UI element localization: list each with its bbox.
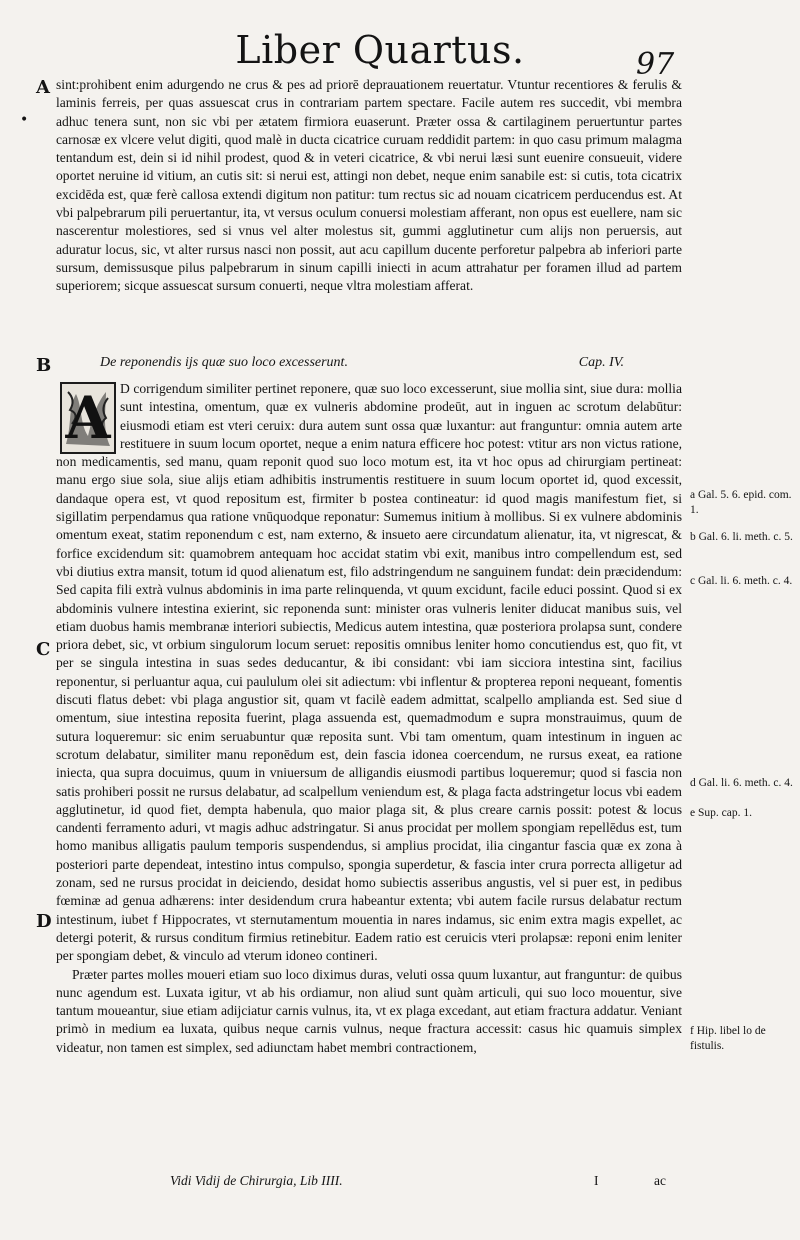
- page-footer: [170, 1172, 770, 1190]
- decorated-initial: [60, 382, 116, 454]
- margin-letter-a: A: [36, 77, 50, 98]
- margin-bullet: •: [20, 112, 29, 128]
- side-note-c: c Gal. li. 6. meth. c. 4.: [690, 575, 793, 587]
- page-number: 97: [636, 47, 675, 82]
- side-note-b: b Gal. 6. li. meth. c. 5.: [690, 531, 793, 543]
- margin-letter-b: B: [36, 355, 52, 376]
- chapter-number: Cap. IV.: [578, 355, 624, 370]
- margin-letter-d: D: [36, 911, 52, 932]
- chapter-title: De reponendis ijs quæ suo loco excesserunt.: [100, 355, 348, 370]
- chapter-heading: [100, 353, 660, 373]
- chapter-body: [56, 380, 682, 1057]
- top-paragraph: [56, 76, 682, 296]
- top-paragraph-text: sint:prohibent enim adurgendo ne crus & pes ad priorē deprauationem reuertatur. Vtuntur recentiores & ferulis & laminis ferreis, per quas assuescat crus in contrariam partem spectare. Facile autem res succedit, vbi membra adhuc tenera sunt, non sic vbi per ætatem firmiora euaserunt. Præter ossa & cartilaginem peruertuntur partes carnosæ ex vlcere velut digiti, quod malè in ducta cicatrice curuam reddidit partem: in quo casu primum malagma tentandum est, dein si id nihil prodest, quod & in veteri cicatrice, & vbi nerui læsi sunt euenire consueuit, videre oportet neruine id vitium, an cutis sit: si nerui est, attingi non debet, neque enim sanabile est: si cutis, tota cicatrix excidēda est, quæ ferè callosa extendi digitum non patitur: tum rectus sic ad nouam cicatricem perducendus est. At vbi palpebrarum pili peruertantur, ita, vt versus oculum conuersi molestiam afferant, non opus est euellere, nam sic nascerentur molestiores, sed si vnus vel alter molestus sit, gummi agglutinetur cum alijs non peruersis, aut aduratur locus, sic, vt alter rursus nasci non possit, aut acu capillum ducente perforetur palpebra ab inferiori parte sursum, demissusque pilus palpebrarum in sinum capilli iniecti in acum attrahatur per foramen illud ad partem superiorem; sicque assuescat sursum conuerti, neque vltra molestiam afferat.: [56, 77, 682, 294]
- side-note-a: a Gal. 5. 6. epid. com. 1.: [690, 489, 792, 516]
- side-note-d: d Gal. li. 6. meth. c. 4.: [690, 777, 793, 789]
- side-note-f: f Hip. libel lo de fistulis.: [690, 1025, 766, 1052]
- dropcap-letter: A: [65, 384, 111, 452]
- chapter-paragraph-2: Præter partes molles moueri etiam suo loco diximus duras, veluti ossa quum luxantur, aut franguntur: de quibus nunc agendum est. Luxata igitur, vt ab his ordiamur, non aliud sunt quàm articuli, qui suo loco mouentur, sive tantum moueantur, siue etiam adijciatur carnis vulnus, ita, vt ex plaga excedant, aut etiam fractura addatur. Veniant primò in medium ea luxata, quibus neque carnis vulnus, neque fractura accessit: casus hic quamuis simplex videatur, non tamen est simplex, sed adiunctam habet membri contractionem,: [56, 966, 682, 1055]
- margin-letter-c: C: [36, 639, 51, 660]
- catchword: ac: [654, 1173, 666, 1188]
- signature-mark: I: [594, 1173, 599, 1188]
- running-title: Vidi Vidij de Chirurgia, Lib IIII.: [170, 1173, 343, 1188]
- page-header-title: Liber Quartus.: [235, 28, 525, 72]
- side-note-e: e Sup. cap. 1.: [690, 807, 752, 819]
- chapter-paragraph-1: D corrigendum similiter pertinet reponere, quæ suo loco excesserunt, siue mollia sint, siue dura: mollia sunt intestina, omentum, quæ ex vulneris abdomine prodeūt, aut in inguen ac scrotum delabūtur: eiusmodi etiam est vteri ceruix: dura autem sunt ossa quæ luxantur: aut franguntur: omnia autem arte restituere in suum locum oportet, neque a enim natura efficere hoc potest: vtitur ars non victus ratione, non medicamentis, sed manu, quam reponit quod suo loco motum est, ita vt hoc opus ad chirurgiam pertineat: manu ergo siue sola, siue alijs etiam adhibitis instrumentis restituere in suum locum oportet id, quod excessit, dandaque opera est, vt quod repositum est, firmiter b postea contineatur: id quod magis manifestum fiet, si sigillatim perpendamus qua ratione vnūquodque reponatur: Sumemus initium à mollibus. Si ex vulnere abdominis omentum exeat, statim reponendum c est, nam externo, & insueto aere circundatum alienatur, ita, vt nigrescat, & forfice excidendum sit: quamobrem antequam hoc accidat statim vbi exit, manibus intro compellendum est, sed vbi diutius extra mansit, totum id quod alienatum est, filo adstringendum ne sanguinem fundat: dein præcidendum: Sed capita fili extrà vulnus abdominis in ima parte relinquenda, vt quum excidunt, facile educi possint. Quod si ex abdominis vulnere intestina exierint, sic reponenda sunt: minister oras vulneris leniter diducat manibus suis, vel etiam duobus hamis membranæ interiori subiectis, Medicus autem intestina, quæ posteriora prolapsa sunt, condere priora debet, sic, vt orbium singulorum locum seruet: repositis omnibus leniter homo concutiendus est, quo fit, vt per se singula intestina in suas sedes deducantur, & ibi considant: vbi iam sicciora intestina sint, facilius reponentur, si perluantur aqua, cui paululum olei sit adiectum: vbi inflentur & propterea reponi nequeant, fomentis discuti flatus debet: vbi plaga angustior sit, quam vt facilè eadem admittat, scalpello amplianda est. Sed siue d omentum, siue intestina reposita fuerint, plaga assuenda est, quemadmodum e supra monstrauimus, quum de sutura loqueremur: sic enim seruabuntur quæ reposita sunt. Vbi tam omentum, quam intestinum in inguen ac scrotum delabatur, similiter manu reponēdum est, dein fascia idonea coercendum, ne rursus exeat, ea ratione iniecta, qua supra docuimus, quum in vniuersum de alligandis eiusmodi partibus loqueremur; quod si fascia non satis prohiberi possit ne rursus delabatur, ad scalpellum veniendum est, & plaga facta adstringetur locus vbi eadem agglutinetur, id quod fiet, dempta habenula, quo maior plaga sit, & plus creare carnis possit: potest & locus candenti ferramento aduri, vt magis adhuc adstringatur. Si anus procidat per mollem spongiam repellēdus est, tum homo manibus alligatis paulum temporis suspendendus, si amplius procidat, ilia cingantur fascia quæ ex zona à posteriori parte dependeat, intestino intus compulso, spongia superdetur, & fascia inter crura porrecta alligetur ad zonam, sed ne rursus procidat in deiciendo, desidat homo subiectis asseribus angustis, vel si puer est, in pedibus fœminæ ad genua adhærens: inter desidendum crura habeantur extenta; vbi autem facile rursus delabatur rectum intestinum, iubet f Hippocrates, vt sternutamentum mouentia in nares indamus, sic enim extra magis expellet, ac detergi poterit, & rursus conditum firmius retinebitur. Eadem ratio est ceruicis vteri prolapsæ: reponi enim leniter per spongiam debet, & vinculo ad vterum idoneo contineri.: [56, 381, 682, 964]
